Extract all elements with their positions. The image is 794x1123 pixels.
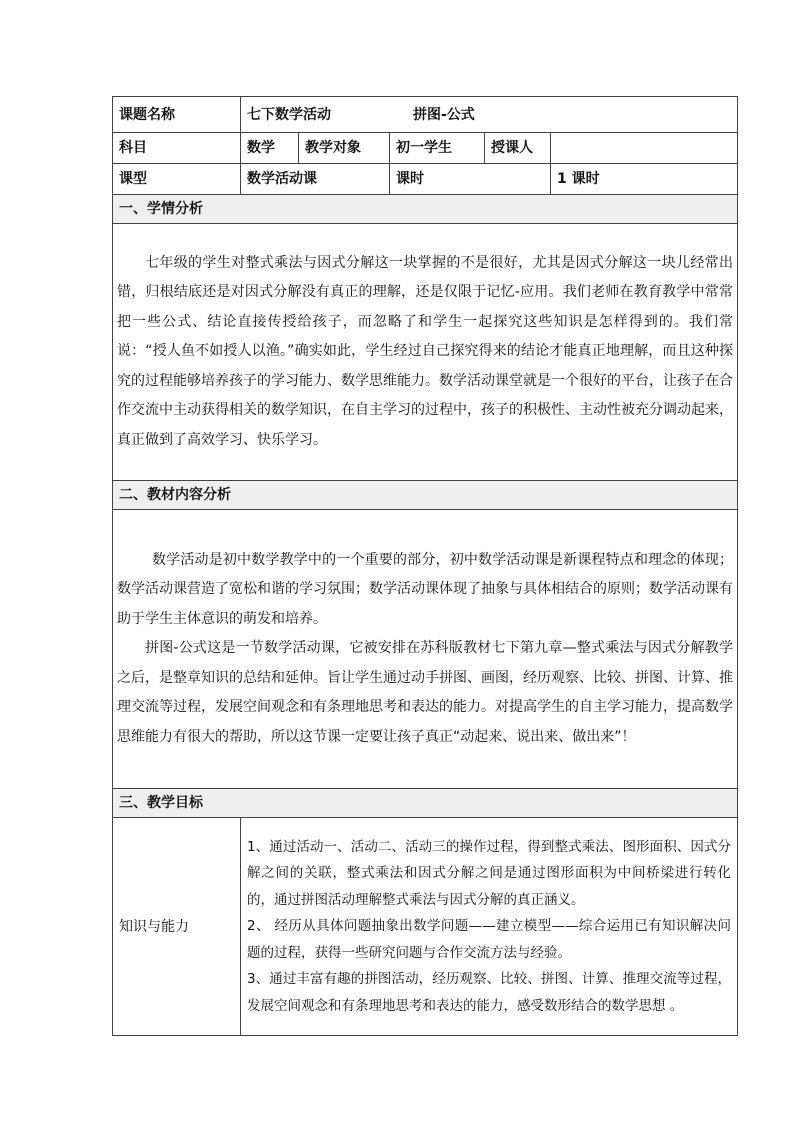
audience-value: 初一学生 bbox=[390, 133, 485, 164]
hours-label: 课时 bbox=[390, 164, 551, 195]
section-1-body-row bbox=[113, 224, 738, 481]
material-analysis-paragraph-1: 数学活动是初中数学教学中的一个重要的部分，初中数学活动课是新课程特点和理念的体现；数学活动课营造了宽松和谐的学习氛围；数学活动课体现了抽象与具体相结合的原则；数学活动课有助于学生主体意识的萌发和培养。 bbox=[117, 551, 734, 627]
goal-label: 知识与能力 bbox=[113, 818, 241, 1036]
subject-value: 数学 bbox=[241, 133, 299, 164]
type-label: 课型 bbox=[113, 164, 241, 195]
course-title-cell bbox=[241, 97, 738, 133]
goals-row bbox=[113, 818, 738, 1036]
lesson-plan-table bbox=[112, 96, 738, 1036]
type-value: 数学活动课 bbox=[241, 164, 390, 195]
course-title: 七下数学活动 bbox=[247, 106, 331, 123]
goal-item-1: 1、通过活动一、活动二、活动三的操作过程，得到整式乘法、图形面积、因式分解之间的关联，整式乘法和因式分解之间是通过图形面积为中间桥梁进行转化的，通过拼图活动理解整式乘法与因式分解的真正涵义。 bbox=[247, 838, 732, 908]
audience-label: 教学对象 bbox=[299, 133, 390, 164]
goal-content bbox=[241, 818, 738, 1036]
section-2-header-row bbox=[113, 481, 738, 510]
type-row bbox=[113, 164, 738, 195]
teacher-value bbox=[551, 133, 738, 164]
section-2-body bbox=[113, 510, 738, 789]
teacher-label: 授课人 bbox=[485, 133, 551, 164]
hours-value: 1 课时 bbox=[551, 164, 738, 195]
section-1-title: 一、学情分析 bbox=[113, 195, 738, 224]
material-analysis-paragraph-2: 拼图-公式这是一节数学活动课，它被安排在苏科版教材七下第九章—整式乘法与因式分解教学之后，是整章知识的总结和延伸。旨让学生通过动手拼图、画图，经历观察、比较、拼图、计算、推理交流等过程，发展空间观念和有条理地思考和表达的能力。对提高学生的自主学习能力，提高数学思维能力有很大的帮助，所以这节课一定要让孩子真正“动起来、说出来、做出来”！ bbox=[117, 640, 734, 745]
student-analysis-paragraph: 七年级的学生对整式乘法与因式分解这一块掌握的不是很好，尤其是因式分解这一块儿经常出错，归根结底还是对因式分解没有真正的理解，还是仅限于记忆-应用。我们老师在教育教学中常常把一些公式、结论直接传授给孩子，而忽略了和学生一起探究这些知识是怎样得到的。我们常说：“授人鱼不如授人以渔。”确实如此，学生经过自己探究得来的结论才能真正地理解，而且这种探究的过程能够培养孩子的学习能力、数学思维能力。数学活动课堂就是一个很好的平台，让孩子在合作交流中主动获得相关的数学知识，在自主学习的过程中，孩子的积极性、主动性被充分调动起来，真正做到了高效学习、快乐学习。 bbox=[117, 254, 734, 448]
title-row bbox=[113, 97, 738, 133]
section-3-header-row bbox=[113, 789, 738, 818]
section-1-body bbox=[113, 224, 738, 481]
subject-row bbox=[113, 133, 738, 164]
section-3-title: 三、教学目标 bbox=[113, 789, 738, 818]
section-2-body-row bbox=[113, 510, 738, 789]
section-1-header-row bbox=[113, 195, 738, 224]
course-name-label: 课题名称 bbox=[113, 97, 241, 133]
goal-item-3: 3、通过丰富有趣的拼图活动，经历观察、比较、拼图、计算、推理交流等过程，发展空间观念和有条理地思考和表达的能力，感受数形结合的数学思想 。 bbox=[247, 971, 732, 1014]
goal-item-2: 2、 经历从具体问题抽象出数学问题——建立模型——综合运用已有知识解决问题的过程，获得一些研究问题与合作交流方法与经验。 bbox=[247, 918, 732, 961]
course-subtitle: 拼图-公式 bbox=[413, 106, 475, 123]
section-2-title: 二、教材内容分析 bbox=[113, 481, 738, 510]
subject-label: 科目 bbox=[113, 133, 241, 164]
